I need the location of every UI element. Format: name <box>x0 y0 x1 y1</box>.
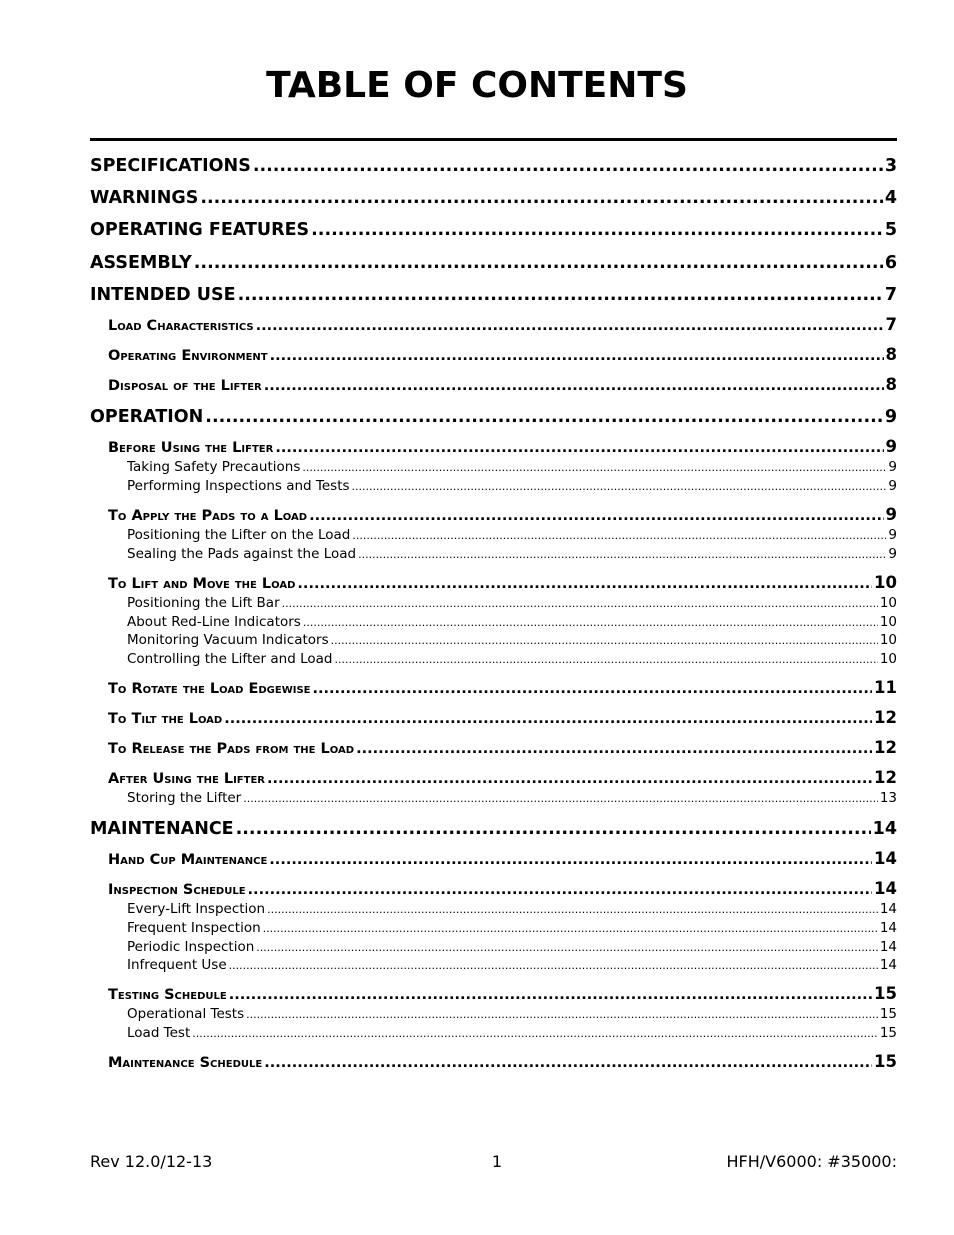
toc-entry-warnings[interactable] <box>90 187 897 209</box>
toc-entry-after-using-the-lifter[interactable] <box>108 768 897 788</box>
toc-entry-page: 9 <box>888 459 897 475</box>
toc-entry-periodic-inspection[interactable] <box>127 938 897 956</box>
toc-entry-maintenance-schedule[interactable] <box>108 1052 897 1072</box>
toc-entry-taking-safety-precautions[interactable] <box>127 458 897 476</box>
toc-leader <box>312 679 872 698</box>
toc-entry-operating-environment[interactable] <box>108 345 897 365</box>
toc-entry-page: 9 <box>888 478 897 494</box>
toc-entry-label: OPERATION <box>90 407 204 427</box>
toc-entry-page: 10 <box>879 632 897 648</box>
toc-leader <box>205 406 883 428</box>
toc-entry-label: Hand Cup Maintenance <box>108 852 268 868</box>
toc-leader <box>267 900 878 918</box>
toc-entry-page: 14 <box>872 819 897 839</box>
toc-entry-label: Monitoring Vacuum Indicators <box>127 632 329 648</box>
toc-entry-label: ASSEMBLY <box>90 253 192 273</box>
toc-leader <box>194 252 883 274</box>
toc-leader <box>309 506 883 525</box>
toc-leader <box>229 985 872 1004</box>
toc-entry-page: 8 <box>885 375 897 394</box>
toc-entry-page: 12 <box>874 768 897 787</box>
toc-entry-page: 14 <box>879 957 897 973</box>
toc-entry-page: 8 <box>885 345 897 364</box>
toc-entry-page: 9 <box>884 407 897 427</box>
toc-leader <box>269 850 872 869</box>
footer-doc-id: HFH/V6000: #35000: <box>726 1152 897 1171</box>
toc-entry-assembly[interactable] <box>90 252 897 274</box>
title-divider <box>90 138 897 141</box>
toc-entry-to-release-the-pads-from-the-load[interactable] <box>108 738 897 758</box>
page-title: TABLE OF CONTENTS <box>266 65 688 106</box>
toc-entry-to-apply-the-pads-to-a-load[interactable] <box>108 505 897 525</box>
footer-page-number: 1 <box>491 1152 503 1171</box>
toc-entry-label: To Tilt the Load <box>108 711 223 727</box>
toc-entry-page: 14 <box>879 920 897 936</box>
toc-entry-page: 15 <box>874 984 897 1003</box>
toc-entry-label: About Red-Line Indicators <box>127 614 301 630</box>
toc-entry-page: 9 <box>885 505 897 524</box>
toc-leader <box>229 956 878 974</box>
toc-leader <box>192 1024 878 1042</box>
toc-leader <box>331 631 878 649</box>
toc-entry-operating-features[interactable] <box>90 219 897 241</box>
toc-entry-specifications[interactable] <box>90 155 897 177</box>
toc-entry-page: 14 <box>874 879 897 898</box>
toc-entry-page: 10 <box>879 651 897 667</box>
toc-entry-page: 9 <box>888 527 897 543</box>
toc-entry-page: 15 <box>879 1025 897 1041</box>
toc-entry-label: Infrequent Use <box>127 957 227 973</box>
toc-entry-performing-inspections-and-tests[interactable] <box>127 477 897 495</box>
toc-entry-label: Every-Lift Inspection <box>127 901 266 917</box>
toc-entry-label: Maintenance Schedule <box>108 1055 263 1071</box>
toc-entry-monitoring-vacuum-indicators[interactable] <box>127 631 897 649</box>
toc-entry-page: 7 <box>885 315 897 334</box>
toc-entry-intended-use[interactable] <box>90 284 897 306</box>
toc-leader <box>303 613 878 631</box>
toc-leader <box>238 284 883 306</box>
toc-leader <box>297 574 872 593</box>
toc-leader <box>334 650 877 668</box>
toc-entry-sealing-the-pads-against-the-load[interactable] <box>127 545 897 563</box>
toc-entry-label: To Apply the Pads to a Load <box>108 508 308 524</box>
toc-entry-label: OPERATING FEATURES <box>90 220 310 240</box>
toc-entry-page: 10 <box>879 595 897 611</box>
toc-entry-page: 12 <box>874 708 897 727</box>
toc-entry-page: 14 <box>879 901 897 917</box>
toc-leader <box>248 880 872 899</box>
toc-entry-load-test[interactable] <box>127 1024 897 1042</box>
toc-leader <box>264 1053 872 1072</box>
toc-entry-label: Operating Environment <box>108 348 268 364</box>
toc-entry-load-characteristics[interactable] <box>108 315 897 335</box>
toc-entry-label: Storing the Lifter <box>127 790 242 806</box>
toc-entry-label: Sealing the Pads against the Load <box>127 546 357 562</box>
toc-entry-label: Inspection Schedule <box>108 882 246 898</box>
toc-entry-label: SPECIFICATIONS <box>90 156 251 176</box>
toc-leader <box>275 438 883 457</box>
toc-entry-frequent-inspection[interactable] <box>127 919 897 937</box>
toc-entry-page: 9 <box>885 437 897 456</box>
toc-entry-controlling-the-lifter-and-load[interactable] <box>127 650 897 668</box>
toc-entry-page: 14 <box>874 849 897 868</box>
toc-entry-label: Positioning the Lift Bar <box>127 595 280 611</box>
toc-entry-page: 12 <box>874 738 897 757</box>
toc-entry-label: Taking Safety Precautions <box>127 459 301 475</box>
toc-entry-label: Load Characteristics <box>108 318 254 334</box>
toc-entry-page: 10 <box>879 614 897 630</box>
toc-entry-label: Positioning the Lifter on the Load <box>127 527 351 543</box>
toc-entry-label: To Release the Pads from the Load <box>108 741 355 757</box>
toc-entry-label: WARNINGS <box>90 188 199 208</box>
toc-entry-testing-schedule[interactable] <box>108 984 897 1004</box>
toc-entry-label: Testing Schedule <box>108 987 227 1003</box>
toc-entry-maintenance[interactable] <box>90 818 897 840</box>
toc-entry-page: 5 <box>884 220 897 240</box>
toc-entry-label: MAINTENANCE <box>90 819 234 839</box>
toc-entry-page: 4 <box>884 188 897 208</box>
toc-entry-label: Controlling the Lifter and Load <box>127 651 333 667</box>
toc-leader <box>200 187 883 209</box>
toc-entry-label: After Using the Lifter <box>108 771 265 787</box>
toc-leader <box>267 769 872 788</box>
toc-leader <box>358 545 886 563</box>
toc-entry-label: Operational Tests <box>127 1006 245 1022</box>
toc-entry-label: Periodic Inspection <box>127 939 255 955</box>
toc-leader <box>264 376 884 395</box>
toc-leader <box>356 739 872 758</box>
toc-entry-to-rotate-the-load-edgewise[interactable] <box>108 678 897 698</box>
toc-leader <box>253 155 883 177</box>
toc-entry-label: Before Using the Lifter <box>108 440 274 456</box>
toc-leader <box>352 477 887 495</box>
toc-leader <box>352 526 886 544</box>
toc-entry-label: Load Test <box>127 1025 191 1041</box>
toc-entry-page: 15 <box>874 1052 897 1071</box>
toc-leader <box>224 709 872 728</box>
footer-revision: Rev 12.0/12-13 <box>90 1152 213 1171</box>
toc-entry-page: 9 <box>888 546 897 562</box>
toc-entry-label: Performing Inspections and Tests <box>127 478 350 494</box>
toc-entry-disposal-of-the-lifter[interactable] <box>108 375 897 395</box>
toc-entry-label: To Lift and Move the Load <box>108 576 296 592</box>
toc-leader <box>270 346 884 365</box>
toc-leader <box>263 919 878 937</box>
toc-leader <box>311 219 883 241</box>
toc-leader <box>243 789 878 807</box>
toc-entry-page: 7 <box>884 285 897 305</box>
toc-entry-to-lift-and-move-the-load[interactable] <box>108 573 897 593</box>
toc-entry-operational-tests[interactable] <box>127 1005 897 1023</box>
toc-leader <box>256 316 884 335</box>
toc-entry-before-using-the-lifter[interactable] <box>108 437 897 457</box>
toc-entry-to-tilt-the-load[interactable] <box>108 708 897 728</box>
toc-entry-label: To Rotate the Load Edgewise <box>108 681 311 697</box>
toc-entry-storing-the-lifter[interactable] <box>127 789 897 807</box>
toc-entry-infrequent-use[interactable] <box>127 956 897 974</box>
toc-entry-positioning-the-lifter-on-the-load[interactable] <box>127 526 897 544</box>
toc-leader <box>246 1005 878 1023</box>
toc-entry-inspection-schedule[interactable] <box>108 879 897 899</box>
toc-entry-page: 13 <box>879 790 897 806</box>
toc-entry-page: 3 <box>884 156 897 176</box>
toc-entry-label: Frequent Inspection <box>127 920 261 936</box>
toc-entry-operation[interactable] <box>90 406 897 428</box>
toc-entry-page: 11 <box>874 678 897 697</box>
toc-entry-hand-cup-maintenance[interactable] <box>108 849 897 869</box>
toc-entry-page: 14 <box>879 939 897 955</box>
toc-entry-every-lift-inspection[interactable] <box>127 900 897 918</box>
toc-leader <box>236 818 871 840</box>
toc-entry-positioning-the-lift-bar[interactable] <box>127 594 897 612</box>
toc-entry-label: Disposal of the Lifter <box>108 378 262 394</box>
toc-entry-page: 15 <box>879 1006 897 1022</box>
toc-entry-page: 6 <box>884 253 897 273</box>
toc-leader <box>256 938 878 956</box>
toc-entry-label: INTENDED USE <box>90 285 236 305</box>
toc-leader <box>302 458 886 476</box>
toc-leader <box>282 594 878 612</box>
toc-entry-about-red-line-indicators[interactable] <box>127 613 897 631</box>
toc-entry-page: 10 <box>874 573 897 592</box>
